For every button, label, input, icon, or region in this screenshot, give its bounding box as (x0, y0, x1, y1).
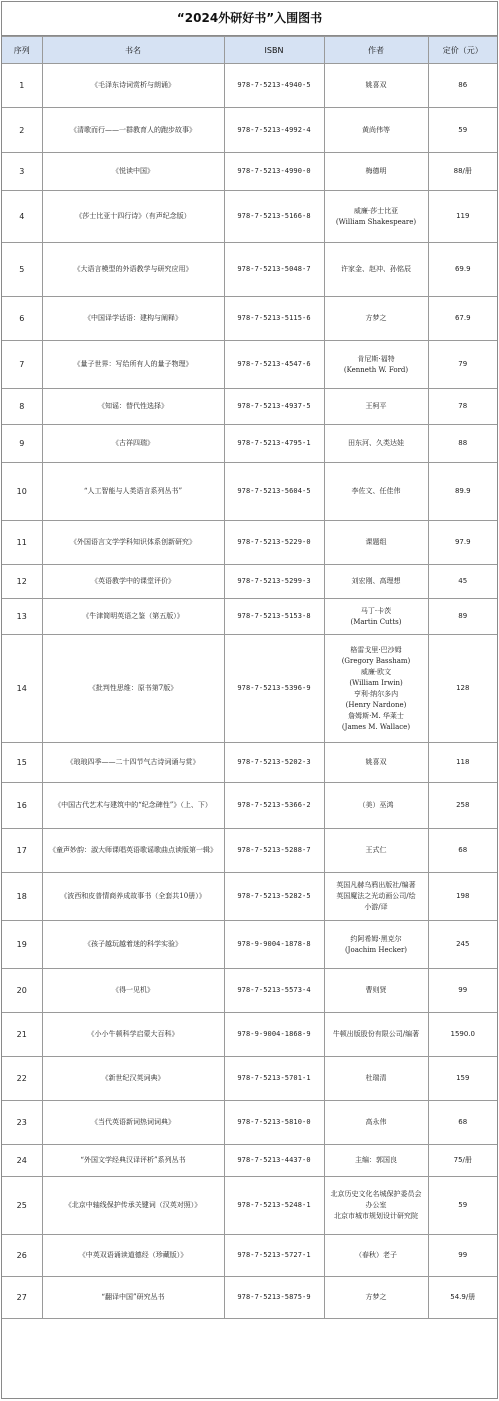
table-row (2, 1145, 497, 1177)
table-row (2, 1057, 497, 1101)
isbn-cell: 978-7-5213-5396-9 (224, 635, 324, 743)
table-row (2, 743, 497, 783)
isbn-cell: 978-7-5213-5701-1 (224, 1057, 324, 1101)
author-cell: 方梦之 (324, 1277, 428, 1319)
book-title: 《小小牛顿科学启蒙大百科》 (42, 1013, 224, 1057)
table-row (2, 108, 497, 153)
table-row (2, 635, 497, 743)
row-index: 5 (2, 243, 42, 297)
column-header-author: 作者 (324, 37, 428, 64)
row-index: 27 (2, 1277, 42, 1319)
price-cell: 159 (428, 1057, 497, 1101)
table-row (2, 425, 497, 463)
price-cell: 69.9 (428, 243, 497, 297)
author-cell: 李佐文、任佳伟 (324, 463, 428, 521)
isbn-cell: 978-9-9004-1878-8 (224, 921, 324, 969)
row-index: 15 (2, 743, 42, 783)
row-index: 17 (2, 829, 42, 873)
price-cell: 97.9 (428, 521, 497, 565)
book-title: 《波西和皮普情商养成故事书（全套共10册）》 (42, 873, 224, 921)
book-title: “外国文学经典汉译评析”系列丛书 (42, 1145, 224, 1177)
table-row (2, 521, 497, 565)
book-title: 《量子世界：写给所有人的量子物理》 (42, 341, 224, 389)
row-index: 14 (2, 635, 42, 743)
price-cell: 198 (428, 873, 497, 921)
book-title: 《北京中轴线保护传承关键词（汉英对照）》 (42, 1177, 224, 1235)
table-row (2, 873, 497, 921)
book-title: 《中国译学话语：建构与阐释》 (42, 297, 224, 341)
isbn-cell: 978-7-5213-5366-2 (224, 783, 324, 829)
price-cell: 79 (428, 341, 497, 389)
isbn-cell: 978-7-5213-5248-1 (224, 1177, 324, 1235)
isbn-cell: 978-7-5213-5048-7 (224, 243, 324, 297)
isbn-cell: 978-7-5213-5115-6 (224, 297, 324, 341)
author-cell: （美）巫鸿 (324, 783, 428, 829)
author-cell: 王式仁 (324, 829, 428, 873)
isbn-cell: 978-7-5213-5202-3 (224, 743, 324, 783)
book-title: 《知谣：替代性选择》 (42, 389, 224, 425)
table-title: “2024外研好书”入围图书 (2, 2, 497, 36)
author-cell: 约阿希姆·黑克尔 (Joachim Hecker) (324, 921, 428, 969)
column-header-price: 定价（元） (428, 37, 497, 64)
book-title: 《莎士比亚十四行诗》（有声纪念版） (42, 191, 224, 243)
row-index: 3 (2, 153, 42, 191)
author-cell: 格雷戈里·巴沙姆 (Gregory Bassham) 威廉·欧文 (William Irwin) 亨利·纳尔多内 (Henry Nardone) 詹姆斯·M. 华莱士 (James M. Wallace) (324, 635, 428, 743)
table-row (2, 191, 497, 243)
isbn-cell: 978-7-5213-4992-4 (224, 108, 324, 153)
book-title: 《中英双语诵读道德经（珍藏版）》 (42, 1235, 224, 1277)
isbn-cell: 978-7-5213-4940-5 (224, 64, 324, 108)
row-index: 21 (2, 1013, 42, 1057)
column-header-index: 序列 (2, 37, 42, 64)
book-title: 《毛泽东诗词赏析与朗诵》 (42, 64, 224, 108)
table-row (2, 969, 497, 1013)
book-title: 《牛津简明英语之鉴（第五版）》 (42, 599, 224, 635)
isbn-cell: 978-7-5213-4990-0 (224, 153, 324, 191)
price-cell: 89.9 (428, 463, 497, 521)
row-index: 24 (2, 1145, 42, 1177)
price-cell: 68 (428, 829, 497, 873)
isbn-cell: 978-7-5213-4795-1 (224, 425, 324, 463)
price-cell: 45 (428, 565, 497, 599)
author-cell: 姚喜双 (324, 64, 428, 108)
author-cell: 英国凡赫乌鸦出版社/编著 英国魔法之光动画公司/绘 小游/译 (324, 873, 428, 921)
isbn-cell: 978-7-5213-5229-0 (224, 521, 324, 565)
table-row (2, 389, 497, 425)
isbn-cell: 978-7-5213-5288-7 (224, 829, 324, 873)
book-title: 《孩子越玩越着迷的科学实验》 (42, 921, 224, 969)
row-index: 20 (2, 969, 42, 1013)
table-row (2, 1101, 497, 1145)
row-index: 9 (2, 425, 42, 463)
table-row (2, 243, 497, 297)
price-cell: 78 (428, 389, 497, 425)
row-index: 7 (2, 341, 42, 389)
isbn-cell: 978-7-5213-4937-5 (224, 389, 324, 425)
isbn-cell: 978-7-5213-4547-6 (224, 341, 324, 389)
book-list-table (2, 36, 497, 1319)
table-row (2, 599, 497, 635)
price-cell: 88/册 (428, 153, 497, 191)
row-index: 10 (2, 463, 42, 521)
isbn-cell: 978-7-5213-5573-4 (224, 969, 324, 1013)
table-header-row (2, 37, 497, 64)
table-row (2, 1235, 497, 1277)
price-cell: 119 (428, 191, 497, 243)
column-header-isbn: ISBN (224, 37, 324, 64)
isbn-cell: 978-7-5213-5875-9 (224, 1277, 324, 1319)
author-cell: 主编：郭国良 (324, 1145, 428, 1177)
table-row (2, 829, 497, 873)
price-cell: 118 (428, 743, 497, 783)
price-cell: 54.9/册 (428, 1277, 497, 1319)
row-index: 19 (2, 921, 42, 969)
book-title: 《悦读中国》 (42, 153, 224, 191)
row-index: 22 (2, 1057, 42, 1101)
table-row (2, 1177, 497, 1235)
table-row (2, 297, 497, 341)
table-row (2, 341, 497, 389)
table-row (2, 783, 497, 829)
isbn-cell: 978-7-5213-5727-1 (224, 1235, 324, 1277)
row-index: 1 (2, 64, 42, 108)
book-title: 《琅琅四季——二十四节气古诗词诵与赏》 (42, 743, 224, 783)
table-row (2, 1277, 497, 1319)
row-index: 16 (2, 783, 42, 829)
author-cell: （春秋）老子 (324, 1235, 428, 1277)
author-cell: 黄尚伟等 (324, 108, 428, 153)
table-row (2, 565, 497, 599)
price-cell: 89 (428, 599, 497, 635)
column-header-title: 书名 (42, 37, 224, 64)
table-row (2, 921, 497, 969)
author-cell: 田东河、久类达娃 (324, 425, 428, 463)
row-index: 23 (2, 1101, 42, 1145)
book-title: 《英语教学中的课堂评价》 (42, 565, 224, 599)
table-row (2, 463, 497, 521)
author-cell: 威廉·莎士比亚 (William Shakespeare) (324, 191, 428, 243)
author-cell: 高永伟 (324, 1101, 428, 1145)
row-index: 2 (2, 108, 42, 153)
price-cell: 128 (428, 635, 497, 743)
price-cell: 88 (428, 425, 497, 463)
book-title: 《得一见机》 (42, 969, 224, 1013)
price-cell: 59 (428, 108, 497, 153)
book-title: “人工智能与人类语言系列丛书” (42, 463, 224, 521)
price-cell: 67.9 (428, 297, 497, 341)
book-title: “翻译中国”研究丛书 (42, 1277, 224, 1319)
isbn-cell: 978-7-5213-5282-5 (224, 873, 324, 921)
document-page (1, 1, 498, 1399)
isbn-cell: 978-7-5213-5299-3 (224, 565, 324, 599)
price-cell: 258 (428, 783, 497, 829)
row-index: 11 (2, 521, 42, 565)
author-cell: 马丁·卡茨 (Martin Cutts) (324, 599, 428, 635)
isbn-cell: 978-7-5213-4437-0 (224, 1145, 324, 1177)
author-cell: 曹则贤 (324, 969, 428, 1013)
book-title: 《批判性思维：原书第7版》 (42, 635, 224, 743)
price-cell: 99 (428, 969, 497, 1013)
row-index: 25 (2, 1177, 42, 1235)
isbn-cell: 978-7-5213-5153-8 (224, 599, 324, 635)
book-title: 《清歌而行——一群教育人的跑步故事》 (42, 108, 224, 153)
row-index: 8 (2, 389, 42, 425)
price-cell: 1590.0 (428, 1013, 497, 1057)
author-cell: 肯尼斯·福特 (Kenneth W. Ford) (324, 341, 428, 389)
row-index: 6 (2, 297, 42, 341)
isbn-cell: 978-7-5213-5604-5 (224, 463, 324, 521)
table-row (2, 64, 497, 108)
price-cell: 75/册 (428, 1145, 497, 1177)
book-title: 《古祥四瑞》 (42, 425, 224, 463)
row-index: 12 (2, 565, 42, 599)
row-index: 4 (2, 191, 42, 243)
row-index: 18 (2, 873, 42, 921)
author-cell: 北京历史文化名城保护委员会办公室 北京市城市规划设计研究院 (324, 1177, 428, 1235)
book-title: 《外国语言文学学科知识体系创新研究》 (42, 521, 224, 565)
author-cell: 课题组 (324, 521, 428, 565)
author-cell: 梅德明 (324, 153, 428, 191)
row-index: 26 (2, 1235, 42, 1277)
row-index: 13 (2, 599, 42, 635)
book-title: 《新世纪汉英词典》 (42, 1057, 224, 1101)
book-title: 《当代英语新词热词词典》 (42, 1101, 224, 1145)
author-cell: 姚喜双 (324, 743, 428, 783)
author-cell: 许家金、赵冲、孙铭辰 (324, 243, 428, 297)
book-title: 《童声妙韵：淑大师课唱英语歌谣歌曲点读版第一辑》 (42, 829, 224, 873)
price-cell: 99 (428, 1235, 497, 1277)
price-cell: 59 (428, 1177, 497, 1235)
book-title: 《中国古代艺术与建筑中的“纪念碑性”》（上、下） (42, 783, 224, 829)
price-cell: 245 (428, 921, 497, 969)
isbn-cell: 978-9-9004-1868-9 (224, 1013, 324, 1057)
price-cell: 68 (428, 1101, 497, 1145)
isbn-cell: 978-7-5213-5810-0 (224, 1101, 324, 1145)
isbn-cell: 978-7-5213-5166-8 (224, 191, 324, 243)
table-row (2, 153, 497, 191)
author-cell: 刘宏刚、高理想 (324, 565, 428, 599)
author-cell: 方梦之 (324, 297, 428, 341)
table-row (2, 1013, 497, 1057)
author-cell: 牛顿出版股份有限公司/编著 (324, 1013, 428, 1057)
author-cell: 王柯平 (324, 389, 428, 425)
book-title: 《大语言模型的外语教学与研究应用》 (42, 243, 224, 297)
price-cell: 86 (428, 64, 497, 108)
author-cell: 杜瑞清 (324, 1057, 428, 1101)
